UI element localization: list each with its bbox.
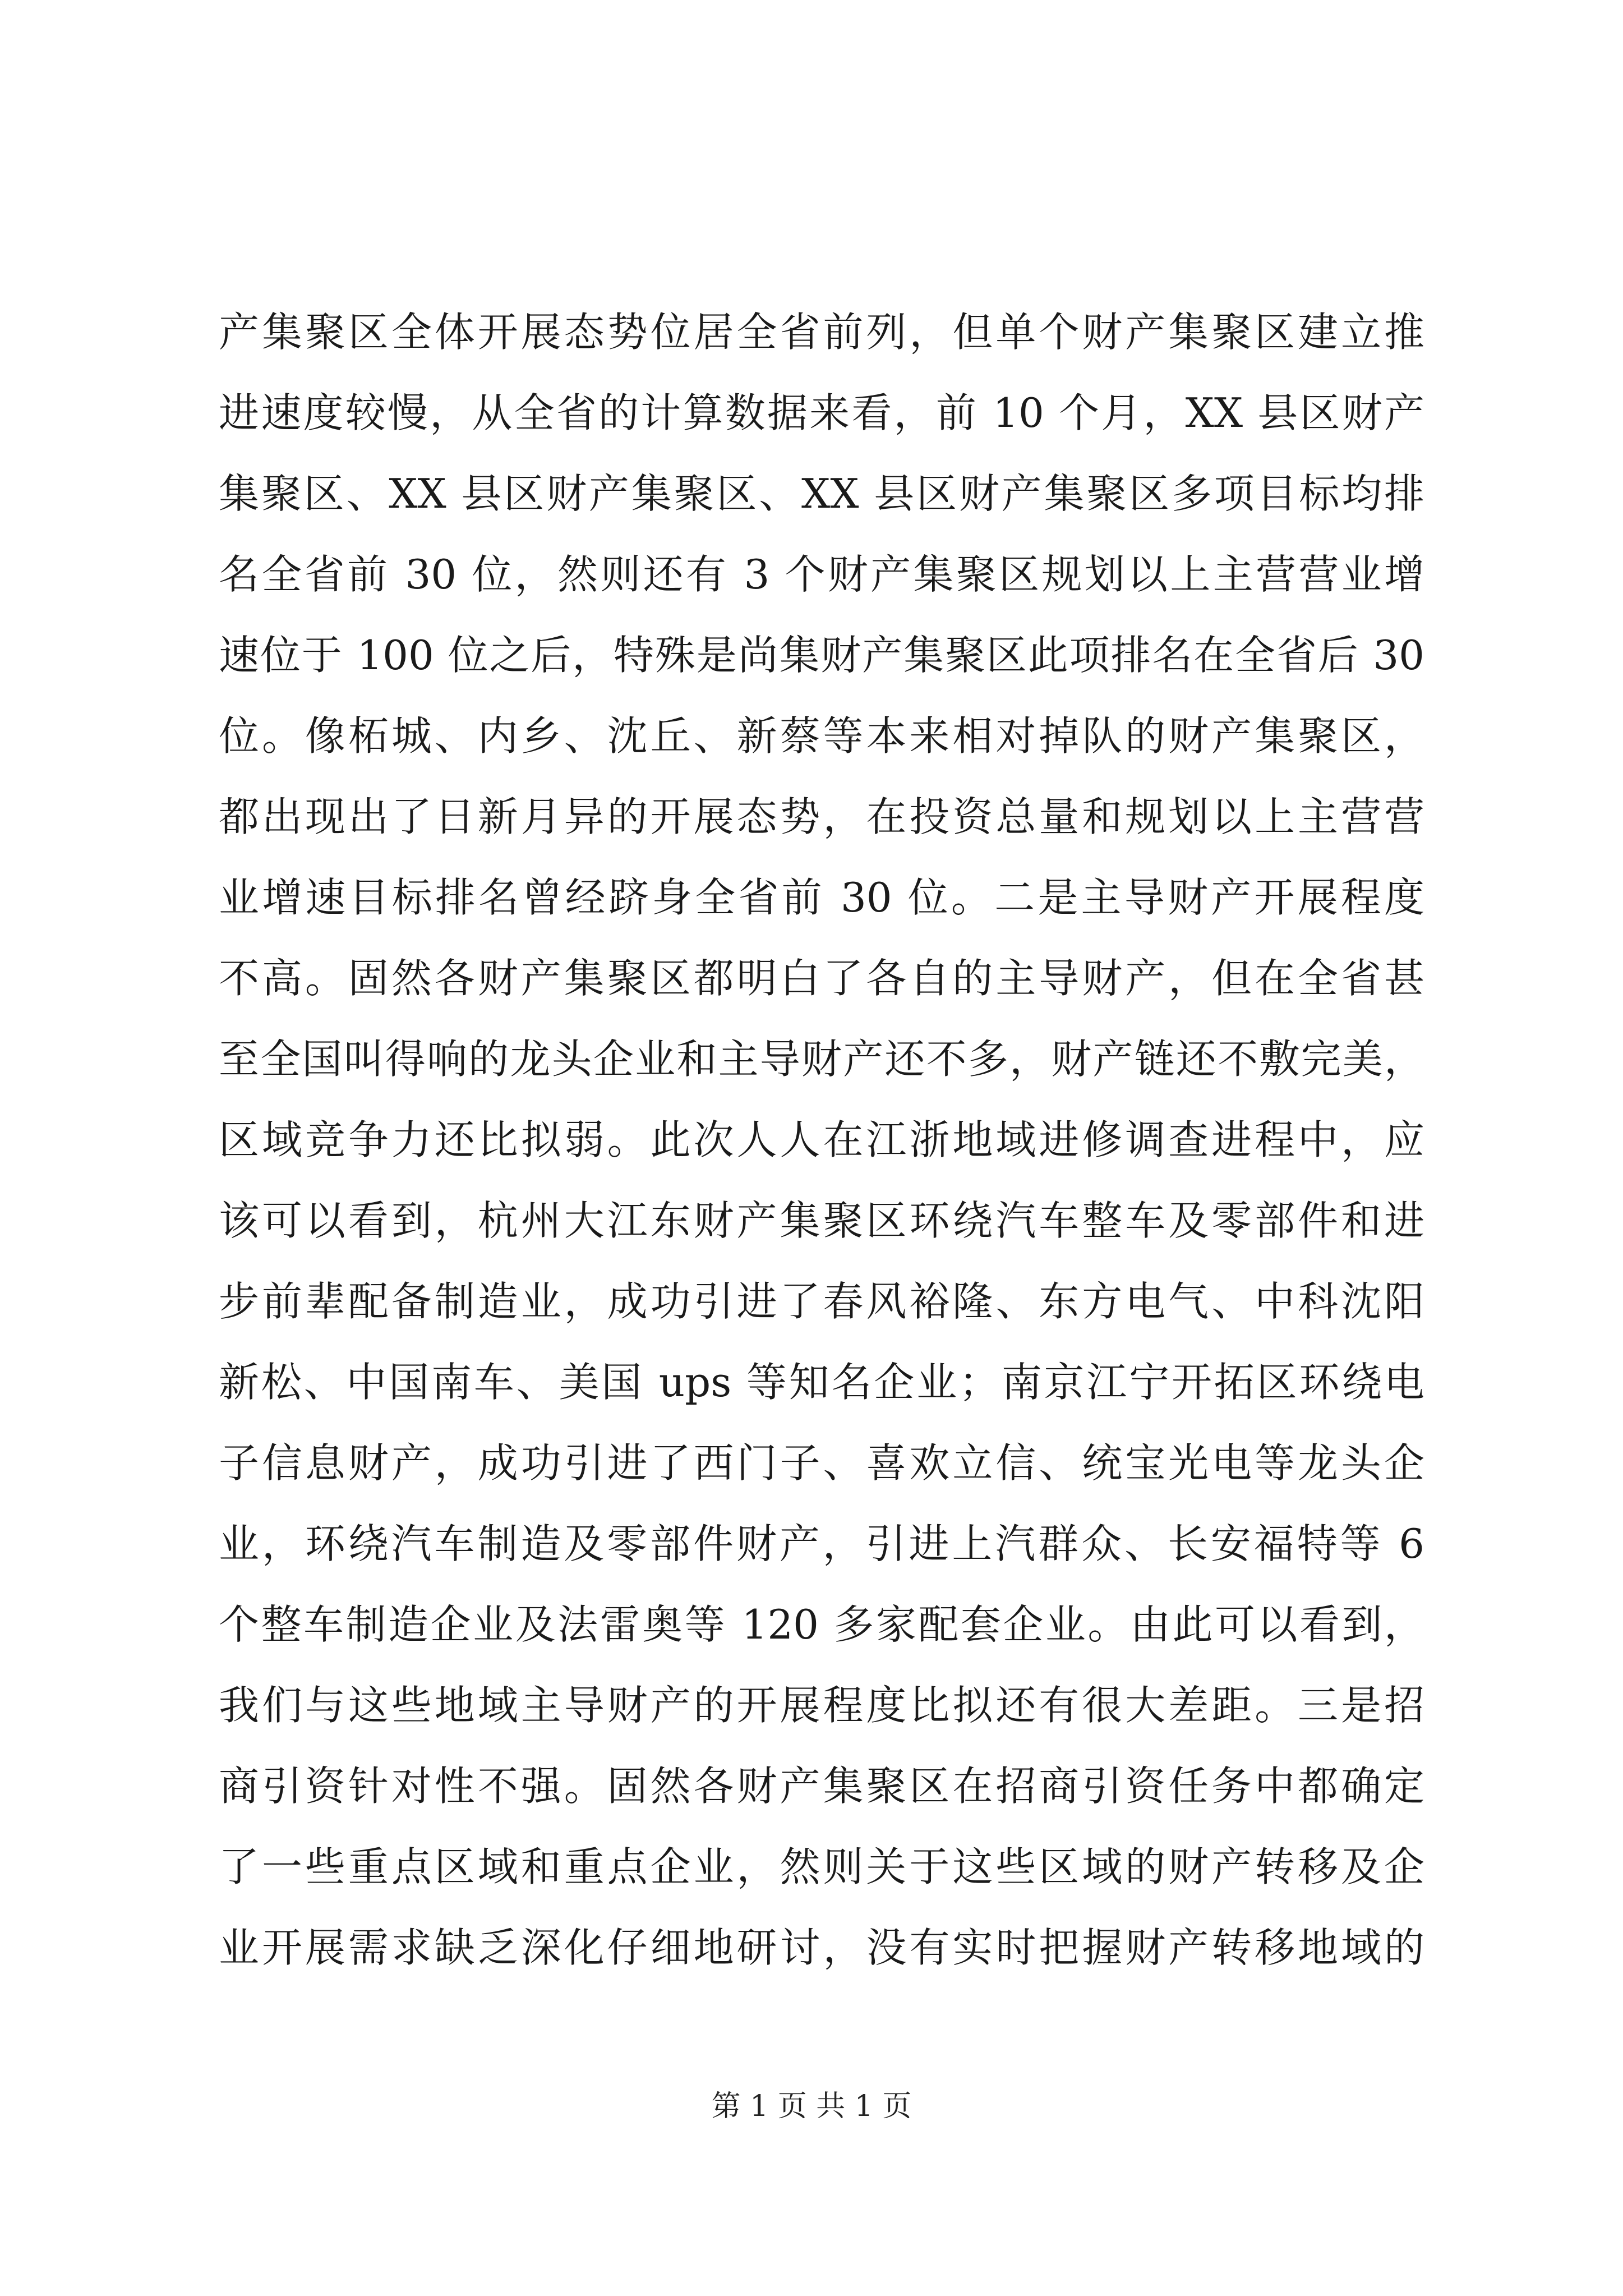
text-line: 了一些重点区域和重点企业，然则关于这些区域的财产转移及企 (219, 1843, 1424, 1890)
text-line: 业，环绕汽车制造及零部件财产，引进上汽群众、长安福特等 6 (219, 1520, 1424, 1567)
text-line: 新松、中国南车、美国 ups 等知名企业；南京江宁开拓区环绕电 (219, 1359, 1424, 1406)
text-line: 产集聚区全体开展态势位居全省前列，但单个财产集聚区建立推 (219, 309, 1424, 356)
text-line: 区域竞争力还比拟弱。此次人人在江浙地域进修调查进程中，应 (219, 1116, 1424, 1163)
text-line: 位。像柘城、内乡、沈丘、新蔡等本来相对掉队的财产集聚区， (219, 712, 1424, 760)
text-line: 业增速目标排名曾经跻身全省前 30 位。二是主导财产开展程度 (219, 874, 1424, 921)
page-footer (0, 2087, 1623, 2126)
text-line: 不高。固然各财产集聚区都明白了各自的主导财产，但在全省甚 (219, 955, 1424, 1002)
text-line: 集聚区、XX 县区财产集聚区、XX 县区财产集聚区多项目标均排 (219, 470, 1424, 517)
text-line: 至全国叫得响的龙头企业和主导财产还不多，财产链还不敷完美， (219, 1036, 1424, 1083)
text-line: 我们与这些地域主导财产的开展程度比拟还有很大差距。三是招 (219, 1682, 1424, 1729)
page-number: 第 1 页 共 1 页 (711, 2090, 912, 2123)
text-line: 步前辈配备制造业，成功引进了春风裕隆、东方电气、中科沈阳 (219, 1278, 1424, 1325)
text-line: 都出现出了日新月异的开展态势，在投资总量和规划以上主营营 (219, 793, 1424, 840)
body-text (219, 292, 1424, 1988)
text-line: 该可以看到，杭州大江东财产集聚区环绕汽车整车及零部件和进 (219, 1197, 1424, 1244)
text-line: 业开展需求缺乏深化仔细地研讨，没有实时把握财产转移地域的 (219, 1924, 1424, 1971)
text-line: 名全省前 30 位，然则还有 3 个财产集聚区规划以上主营营业增 (219, 551, 1424, 598)
text-line: 速位于 100 位之后，特殊是尚集财产集聚区此项排名在全省后 30 (219, 632, 1424, 679)
text-line: 进速度较慢，从全省的计算数据来看，前 10 个月，XX 县区财产 (219, 389, 1424, 436)
text-line: 子信息财产，成功引进了西门子、喜欢立信、统宝光电等龙头企 (219, 1439, 1424, 1487)
text-line: 个整车制造企业及法雷奥等 120 多家配套企业。由此可以看到， (219, 1601, 1424, 1648)
text-line: 商引资针对性不强。固然各财产集聚区在招商引资任务中都确定 (219, 1763, 1424, 1810)
